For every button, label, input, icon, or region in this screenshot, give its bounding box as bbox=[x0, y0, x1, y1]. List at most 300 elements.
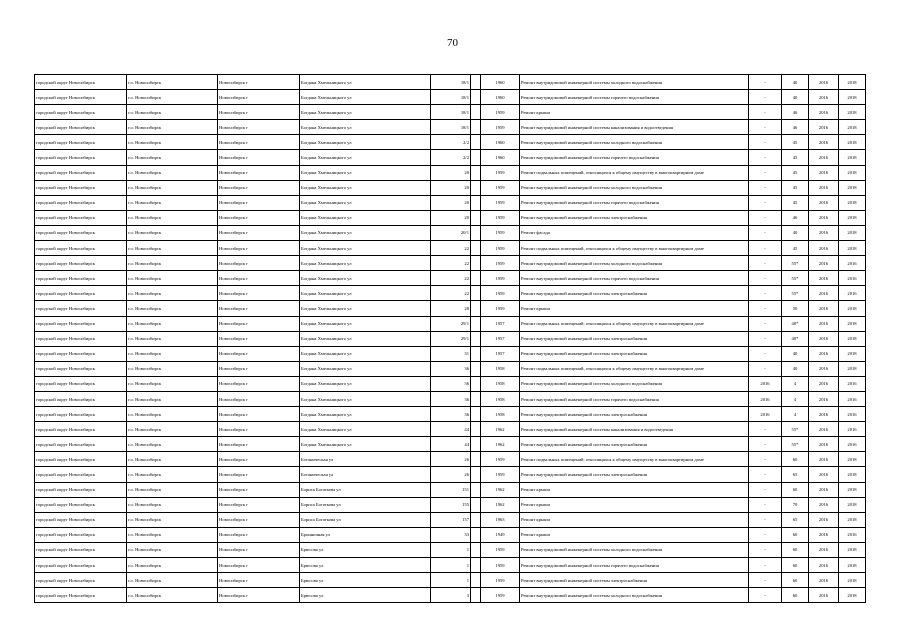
city-cell: Новосибирск г bbox=[218, 573, 300, 588]
plan-end-year-cell: 2018 bbox=[839, 573, 866, 588]
wear-percent-cell: 45 bbox=[782, 241, 809, 256]
plan-start-year-cell: 2016 bbox=[809, 286, 839, 301]
house-number-cell: 2/2 bbox=[431, 135, 471, 150]
spacer-cell bbox=[471, 286, 481, 301]
municipality-cell: городской округ Новосибирск bbox=[35, 195, 127, 210]
street-cell: Богдана Хмельницкого ул bbox=[300, 120, 431, 135]
prior-repair-year-cell: - bbox=[749, 195, 782, 210]
plan-start-year-cell: 2016 bbox=[809, 271, 839, 286]
work-type-cell: Ремонт внутридомовой инженерной системы электроснабжения bbox=[520, 346, 749, 361]
plan-end-year-cell: 2018 bbox=[839, 180, 866, 195]
plan-end-year-cell: 2016 bbox=[839, 376, 866, 391]
municipality-cell: городской округ Новосибирск bbox=[35, 482, 127, 497]
municipality-cell: городской округ Новосибирск bbox=[35, 452, 127, 467]
house-number-cell: 1 bbox=[431, 573, 471, 588]
municipality-cell: городской округ Новосибирск bbox=[35, 512, 127, 527]
district-cell: г.о. Новосибирск bbox=[127, 437, 218, 452]
table-row bbox=[35, 316, 866, 331]
plan-start-year-cell: 2016 bbox=[809, 316, 839, 331]
wear-percent-cell: 45 bbox=[782, 165, 809, 180]
plan-start-year-cell: 2016 bbox=[809, 195, 839, 210]
spacer-cell bbox=[471, 195, 481, 210]
street-cell: Брюсова ул bbox=[300, 573, 431, 588]
street-cell: Богдана Хмельницкого ул bbox=[300, 75, 431, 90]
prior-repair-year-cell: - bbox=[749, 135, 782, 150]
city-cell: Новосибирск г bbox=[218, 195, 300, 210]
spacer-cell bbox=[471, 180, 481, 195]
plan-end-year-cell: 2018 bbox=[839, 542, 866, 557]
district-cell: г.о. Новосибирск bbox=[127, 573, 218, 588]
build-year-cell: 1959 bbox=[481, 180, 520, 195]
page-number: 70 bbox=[447, 37, 458, 49]
city-cell: Новосибирск г bbox=[218, 497, 300, 512]
street-cell: Богдана Хмельницкого ул bbox=[300, 331, 431, 346]
house-number-cell: 2/2 bbox=[431, 150, 471, 165]
plan-end-year-cell: 2018 bbox=[839, 331, 866, 346]
build-year-cell: 1962 bbox=[481, 497, 520, 512]
plan-end-year-cell: 2018 bbox=[839, 90, 866, 105]
build-year-cell: 1959 bbox=[481, 165, 520, 180]
spacer-cell bbox=[471, 422, 481, 437]
house-number-cell: 44 bbox=[431, 437, 471, 452]
municipality-cell: городской округ Новосибирск bbox=[35, 497, 127, 512]
district-cell: г.о. Новосибирск bbox=[127, 331, 218, 346]
street-cell: Богдана Хмельницкого ул bbox=[300, 437, 431, 452]
table-row bbox=[35, 346, 866, 361]
district-cell: г.о. Новосибирск bbox=[127, 391, 218, 406]
wear-percent-cell: 60 bbox=[782, 558, 809, 573]
work-type-cell: Ремонт крыши bbox=[520, 105, 749, 120]
plan-end-year-cell: 2016 bbox=[839, 271, 866, 286]
prior-repair-year-cell: 2016 bbox=[749, 407, 782, 422]
wear-percent-cell: 55* bbox=[782, 437, 809, 452]
municipality-cell: городской округ Новосибирск bbox=[35, 180, 127, 195]
spacer-cell bbox=[471, 346, 481, 361]
house-number-cell: 20 bbox=[431, 195, 471, 210]
build-year-cell: 1960 bbox=[481, 90, 520, 105]
plan-start-year-cell: 2016 bbox=[809, 180, 839, 195]
house-number-cell: 20 bbox=[431, 165, 471, 180]
municipality-cell: городской округ Новосибирск bbox=[35, 256, 127, 271]
street-cell: Ботаническая ул bbox=[300, 467, 431, 482]
prior-repair-year-cell: - bbox=[749, 90, 782, 105]
plan-start-year-cell: 2016 bbox=[809, 165, 839, 180]
build-year-cell: 1959 bbox=[481, 120, 520, 135]
table-row bbox=[35, 376, 866, 391]
plan-end-year-cell: 2016 bbox=[839, 527, 866, 542]
work-type-cell: Ремонт внутридомовой инженерной системы горячего водоснабжения bbox=[520, 391, 749, 406]
build-year-cell: 1959 bbox=[481, 467, 520, 482]
plan-start-year-cell: 2016 bbox=[809, 210, 839, 225]
table-row bbox=[35, 165, 866, 180]
table-row bbox=[35, 527, 866, 542]
table-row bbox=[35, 361, 866, 376]
city-cell: Новосибирск г bbox=[218, 120, 300, 135]
district-cell: г.о. Новосибирск bbox=[127, 407, 218, 422]
work-type-cell: Ремонт внутридомовой инженерной системы канализования и водоотведения bbox=[520, 120, 749, 135]
prior-repair-year-cell: - bbox=[749, 542, 782, 557]
street-cell: Богдана Хмельницкого ул bbox=[300, 271, 431, 286]
plan-end-year-cell: 2018 bbox=[839, 512, 866, 527]
table-row bbox=[35, 467, 866, 482]
work-type-cell: Ремонт подвальных помещений, относящихся к общему имуществу в многоквартирном доме bbox=[520, 452, 749, 467]
prior-repair-year-cell: 2016 bbox=[749, 376, 782, 391]
table-row bbox=[35, 482, 866, 497]
table-row bbox=[35, 150, 866, 165]
plan-end-year-cell: 2018 bbox=[839, 135, 866, 150]
plan-start-year-cell: 2016 bbox=[809, 437, 839, 452]
prior-repair-year-cell: - bbox=[749, 467, 782, 482]
city-cell: Новосибирск г bbox=[218, 437, 300, 452]
work-type-cell: Ремонт крыши bbox=[520, 497, 749, 512]
prior-repair-year-cell: - bbox=[749, 422, 782, 437]
street-cell: Богдана Хмельницкого ул bbox=[300, 422, 431, 437]
table-row bbox=[35, 241, 866, 256]
spacer-cell bbox=[471, 512, 481, 527]
table-row bbox=[35, 497, 866, 512]
city-cell: Новосибирск г bbox=[218, 346, 300, 361]
street-cell: Богдана Хмельницкого ул bbox=[300, 150, 431, 165]
wear-percent-cell: 4 bbox=[782, 376, 809, 391]
city-cell: Новосибирск г bbox=[218, 135, 300, 150]
plan-end-year-cell: 2018 bbox=[839, 210, 866, 225]
wear-percent-cell: 40 bbox=[782, 346, 809, 361]
house-number-cell: 18/1 bbox=[431, 75, 471, 90]
wear-percent-cell: 45 bbox=[782, 180, 809, 195]
district-cell: г.о. Новосибирск bbox=[127, 90, 218, 105]
build-year-cell: 1959 bbox=[481, 225, 520, 240]
build-year-cell: 1959 bbox=[481, 573, 520, 588]
house-number-cell: 44 bbox=[431, 422, 471, 437]
house-number-cell: 18/1 bbox=[431, 105, 471, 120]
table-row bbox=[35, 271, 866, 286]
street-cell: Богдана Хмельницкого ул bbox=[300, 256, 431, 271]
city-cell: Новосибирск г bbox=[218, 512, 300, 527]
spacer-cell bbox=[471, 135, 481, 150]
build-year-cell: 1963 bbox=[481, 512, 520, 527]
street-cell: Богдана Хмельницкого ул bbox=[300, 346, 431, 361]
district-cell: г.о. Новосибирск bbox=[127, 452, 218, 467]
wear-percent-cell: 40* bbox=[782, 331, 809, 346]
spacer-cell bbox=[471, 482, 481, 497]
municipality-cell: городской округ Новосибирск bbox=[35, 271, 127, 286]
wear-percent-cell: 40 bbox=[782, 225, 809, 240]
street-cell: Богдана Хмельницкого ул bbox=[300, 286, 431, 301]
municipality-cell: городской округ Новосибирск bbox=[35, 588, 127, 603]
district-cell: г.о. Новосибирск bbox=[127, 527, 218, 542]
plan-start-year-cell: 2016 bbox=[809, 241, 839, 256]
city-cell: Новосибирск г bbox=[218, 105, 300, 120]
house-number-cell: 20/1 bbox=[431, 225, 471, 240]
wear-percent-cell: 4 bbox=[782, 407, 809, 422]
city-cell: Новосибирск г bbox=[218, 150, 300, 165]
plan-start-year-cell: 2016 bbox=[809, 120, 839, 135]
prior-repair-year-cell: - bbox=[749, 512, 782, 527]
city-cell: Новосибирск г bbox=[218, 180, 300, 195]
street-cell: Богдана Хмельницкого ул bbox=[300, 195, 431, 210]
prior-repair-year-cell: - bbox=[749, 241, 782, 256]
table-row bbox=[35, 90, 866, 105]
plan-end-year-cell: 2016 bbox=[839, 437, 866, 452]
work-type-cell: Ремонт внутридомовой инженерной системы электроснабжения bbox=[520, 210, 749, 225]
spacer-cell bbox=[471, 210, 481, 225]
city-cell: Новосибирск г bbox=[218, 271, 300, 286]
city-cell: Новосибирск г bbox=[218, 241, 300, 256]
prior-repair-year-cell: - bbox=[749, 286, 782, 301]
house-number-cell: 22 bbox=[431, 241, 471, 256]
build-year-cell: 1959 bbox=[481, 271, 520, 286]
district-cell: г.о. Новосибирск bbox=[127, 542, 218, 557]
street-cell: Богдана Хмельницкого ул bbox=[300, 391, 431, 406]
table-row bbox=[35, 301, 866, 316]
district-cell: г.о. Новосибирск bbox=[127, 75, 218, 90]
spacer-cell bbox=[471, 391, 481, 406]
street-cell: Богдана Хмельницкого ул bbox=[300, 135, 431, 150]
prior-repair-year-cell: - bbox=[749, 452, 782, 467]
wear-percent-cell: 45 bbox=[782, 150, 809, 165]
house-number-cell: 18/1 bbox=[431, 90, 471, 105]
municipality-cell: городской округ Новосибирск bbox=[35, 376, 127, 391]
wear-percent-cell: 46 bbox=[782, 105, 809, 120]
prior-repair-year-cell: - bbox=[749, 165, 782, 180]
wear-percent-cell: 40 bbox=[782, 90, 809, 105]
district-cell: г.о. Новосибирск bbox=[127, 346, 218, 361]
wear-percent-cell: 45 bbox=[782, 195, 809, 210]
work-type-cell: Ремонт внутридомовой инженерной системы электроснабжения bbox=[520, 437, 749, 452]
wear-percent-cell: 60 bbox=[782, 527, 809, 542]
city-cell: Новосибирск г bbox=[218, 361, 300, 376]
plan-end-year-cell: 2018 bbox=[839, 361, 866, 376]
plan-end-year-cell: 2018 bbox=[839, 105, 866, 120]
plan-start-year-cell: 2016 bbox=[809, 225, 839, 240]
work-type-cell: Ремонт внутридомовой инженерной системы холодного водоснабжения bbox=[520, 256, 749, 271]
municipality-cell: городской округ Новосибирск bbox=[35, 422, 127, 437]
street-cell: Богдана Хмельницкого ул bbox=[300, 316, 431, 331]
house-number-cell: 26 bbox=[431, 467, 471, 482]
build-year-cell: 1959 bbox=[481, 558, 520, 573]
table-row bbox=[35, 120, 866, 135]
prior-repair-year-cell: - bbox=[749, 588, 782, 603]
street-cell: Богдана Хмельницкого ул bbox=[300, 105, 431, 120]
district-cell: г.о. Новосибирск bbox=[127, 361, 218, 376]
wear-percent-cell: 46 bbox=[782, 120, 809, 135]
prior-repair-year-cell: - bbox=[749, 256, 782, 271]
table-row bbox=[35, 512, 866, 527]
wear-percent-cell: 55* bbox=[782, 286, 809, 301]
prior-repair-year-cell: 2016 bbox=[749, 391, 782, 406]
table-row bbox=[35, 573, 866, 588]
street-cell: Богдана Хмельницкого ул bbox=[300, 165, 431, 180]
wear-percent-cell: 40* bbox=[782, 316, 809, 331]
work-type-cell: Ремонт внутридомовой инженерной системы холодного водоснабжения bbox=[520, 542, 749, 557]
street-cell: Ботаническая ул bbox=[300, 452, 431, 467]
plan-start-year-cell: 2016 bbox=[809, 105, 839, 120]
city-cell: Новосибирск г bbox=[218, 452, 300, 467]
plan-start-year-cell: 2016 bbox=[809, 361, 839, 376]
work-type-cell: Ремонт подвальных помещений, относящихся к общему имуществу в многоквартирном доме bbox=[520, 165, 749, 180]
municipality-cell: городской округ Новосибирск bbox=[35, 391, 127, 406]
plan-end-year-cell: 2018 bbox=[839, 497, 866, 512]
house-number-cell: 36 bbox=[431, 376, 471, 391]
table-row bbox=[35, 331, 866, 346]
plan-end-year-cell: 2018 bbox=[839, 195, 866, 210]
prior-repair-year-cell: - bbox=[749, 180, 782, 195]
spacer-cell bbox=[471, 361, 481, 376]
municipality-cell: городской округ Новосибирск bbox=[35, 407, 127, 422]
plan-end-year-cell: 2018 bbox=[839, 301, 866, 316]
house-number-cell: 151 bbox=[431, 482, 471, 497]
spacer-cell bbox=[471, 542, 481, 557]
prior-repair-year-cell: - bbox=[749, 361, 782, 376]
house-number-cell: 155 bbox=[431, 497, 471, 512]
prior-repair-year-cell: - bbox=[749, 346, 782, 361]
table-row bbox=[35, 422, 866, 437]
plan-end-year-cell: 2018 bbox=[839, 452, 866, 467]
build-year-cell: 1957 bbox=[481, 346, 520, 361]
work-type-cell: Ремонт внутридомовой инженерной системы канализования и водоотведения bbox=[520, 422, 749, 437]
street-cell: Богдана Хмельницкого ул bbox=[300, 301, 431, 316]
plan-start-year-cell: 2016 bbox=[809, 391, 839, 406]
district-cell: г.о. Новосибирск bbox=[127, 497, 218, 512]
municipality-cell: городской округ Новосибирск bbox=[35, 135, 127, 150]
district-cell: г.о. Новосибирск bbox=[127, 241, 218, 256]
build-year-cell: 1959 bbox=[481, 195, 520, 210]
wear-percent-cell: 40 bbox=[782, 75, 809, 90]
street-cell: Богдана Хмельницкого ул bbox=[300, 241, 431, 256]
plan-end-year-cell: 2018 bbox=[839, 165, 866, 180]
district-cell: г.о. Новосибирск bbox=[127, 588, 218, 603]
city-cell: Новосибирск г bbox=[218, 210, 300, 225]
municipality-cell: городской округ Новосибирск bbox=[35, 165, 127, 180]
plan-start-year-cell: 2016 bbox=[809, 376, 839, 391]
table-row bbox=[35, 135, 866, 150]
house-number-cell: 33 bbox=[431, 527, 471, 542]
table-row bbox=[35, 225, 866, 240]
city-cell: Новосибирск г bbox=[218, 301, 300, 316]
plan-end-year-cell: 2018 bbox=[839, 75, 866, 90]
district-cell: г.о. Новосибирск bbox=[127, 256, 218, 271]
municipality-cell: городской округ Новосибирск bbox=[35, 346, 127, 361]
municipality-cell: городской округ Новосибирск bbox=[35, 90, 127, 105]
build-year-cell: 1960 bbox=[481, 150, 520, 165]
work-type-cell: Ремонт внутридомовой инженерной системы горячего водоснабжения bbox=[520, 90, 749, 105]
table-row bbox=[35, 286, 866, 301]
table-row bbox=[35, 210, 866, 225]
city-cell: Новосибирск г bbox=[218, 542, 300, 557]
work-type-cell: Ремонт крыши bbox=[520, 482, 749, 497]
plan-start-year-cell: 2016 bbox=[809, 331, 839, 346]
city-cell: Новосибирск г bbox=[218, 588, 300, 603]
city-cell: Новосибирск г bbox=[218, 75, 300, 90]
prior-repair-year-cell: - bbox=[749, 225, 782, 240]
prior-repair-year-cell: - bbox=[749, 527, 782, 542]
wear-percent-cell: 55* bbox=[782, 422, 809, 437]
work-type-cell: Ремонт крыши bbox=[520, 512, 749, 527]
municipality-cell: городской округ Новосибирск bbox=[35, 573, 127, 588]
house-number-cell: 36 bbox=[431, 391, 471, 406]
build-year-cell: 1962 bbox=[481, 482, 520, 497]
plan-start-year-cell: 2016 bbox=[809, 135, 839, 150]
house-number-cell: 31 bbox=[431, 346, 471, 361]
plan-start-year-cell: 2016 bbox=[809, 75, 839, 90]
build-year-cell: 1958 bbox=[481, 391, 520, 406]
municipality-cell: городской округ Новосибирск bbox=[35, 225, 127, 240]
municipality-cell: городской округ Новосибирск bbox=[35, 437, 127, 452]
build-year-cell: 1959 bbox=[481, 452, 520, 467]
plan-start-year-cell: 2016 bbox=[809, 346, 839, 361]
plan-start-year-cell: 2016 bbox=[809, 407, 839, 422]
house-number-cell: 29/1 bbox=[431, 331, 471, 346]
work-type-cell: Ремонт внутридомовой инженерной системы холодного водоснабжения bbox=[520, 180, 749, 195]
street-cell: Бориса Богаткова ул bbox=[300, 482, 431, 497]
work-type-cell: Ремонт внутридомовой инженерной системы электроснабжения bbox=[520, 407, 749, 422]
city-cell: Новосибирск г bbox=[218, 482, 300, 497]
spacer-cell bbox=[471, 452, 481, 467]
plan-end-year-cell: 2016 bbox=[839, 407, 866, 422]
plan-start-year-cell: 2016 bbox=[809, 542, 839, 557]
spacer-cell bbox=[471, 165, 481, 180]
wear-percent-cell: 46 bbox=[782, 210, 809, 225]
city-cell: Новосибирск г bbox=[218, 391, 300, 406]
build-year-cell: 1959 bbox=[481, 286, 520, 301]
spacer-cell bbox=[471, 256, 481, 271]
spacer-cell bbox=[471, 437, 481, 452]
house-number-cell: 26 bbox=[431, 452, 471, 467]
build-year-cell: 1959 bbox=[481, 105, 520, 120]
street-cell: Брюсова ул bbox=[300, 542, 431, 557]
build-year-cell: 1957 bbox=[481, 316, 520, 331]
house-number-cell: 157 bbox=[431, 512, 471, 527]
municipality-cell: городской округ Новосибирск bbox=[35, 286, 127, 301]
table-row bbox=[35, 391, 866, 406]
build-year-cell: 1959 bbox=[481, 241, 520, 256]
city-cell: Новосибирск г bbox=[218, 467, 300, 482]
municipality-cell: городской округ Новосибирск bbox=[35, 301, 127, 316]
spacer-cell bbox=[471, 150, 481, 165]
plan-end-year-cell: 2018 bbox=[839, 346, 866, 361]
plan-start-year-cell: 2016 bbox=[809, 558, 839, 573]
municipality-cell: городской округ Новосибирск bbox=[35, 75, 127, 90]
work-type-cell: Ремонт внутридомовой инженерной системы холодного водоснабжения bbox=[520, 135, 749, 150]
plan-start-year-cell: 2016 bbox=[809, 452, 839, 467]
wear-percent-cell: 70 bbox=[782, 497, 809, 512]
district-cell: г.о. Новосибирск bbox=[127, 316, 218, 331]
district-cell: г.о. Новосибирск bbox=[127, 301, 218, 316]
prior-repair-year-cell: - bbox=[749, 301, 782, 316]
district-cell: г.о. Новосибирск bbox=[127, 195, 218, 210]
city-cell: Новосибирск г bbox=[218, 527, 300, 542]
wear-percent-cell: 65 bbox=[782, 512, 809, 527]
district-cell: г.о. Новосибирск bbox=[127, 271, 218, 286]
spacer-cell bbox=[471, 376, 481, 391]
street-cell: Богдана Хмельницкого ул bbox=[300, 407, 431, 422]
work-type-cell: Ремонт крыши bbox=[520, 527, 749, 542]
house-number-cell: 18/1 bbox=[431, 120, 471, 135]
wear-percent-cell: 60 bbox=[782, 542, 809, 557]
work-type-cell: Ремонт внутридомовой инженерной системы холодного водоснабжения bbox=[520, 588, 749, 603]
work-type-cell: Ремонт внутридомовой инженерной системы горячего водоснабжения bbox=[520, 150, 749, 165]
spacer-cell bbox=[471, 241, 481, 256]
spacer-cell bbox=[471, 573, 481, 588]
plan-end-year-cell: 2018 bbox=[839, 316, 866, 331]
house-number-cell: 22 bbox=[431, 271, 471, 286]
wear-percent-cell: 65 bbox=[782, 467, 809, 482]
plan-start-year-cell: 2016 bbox=[809, 256, 839, 271]
table-row bbox=[35, 588, 866, 603]
district-cell: г.о. Новосибирск bbox=[127, 120, 218, 135]
work-type-cell: Ремонт внутридомовой инженерной системы холодного водоснабжения bbox=[520, 376, 749, 391]
prior-repair-year-cell: - bbox=[749, 331, 782, 346]
